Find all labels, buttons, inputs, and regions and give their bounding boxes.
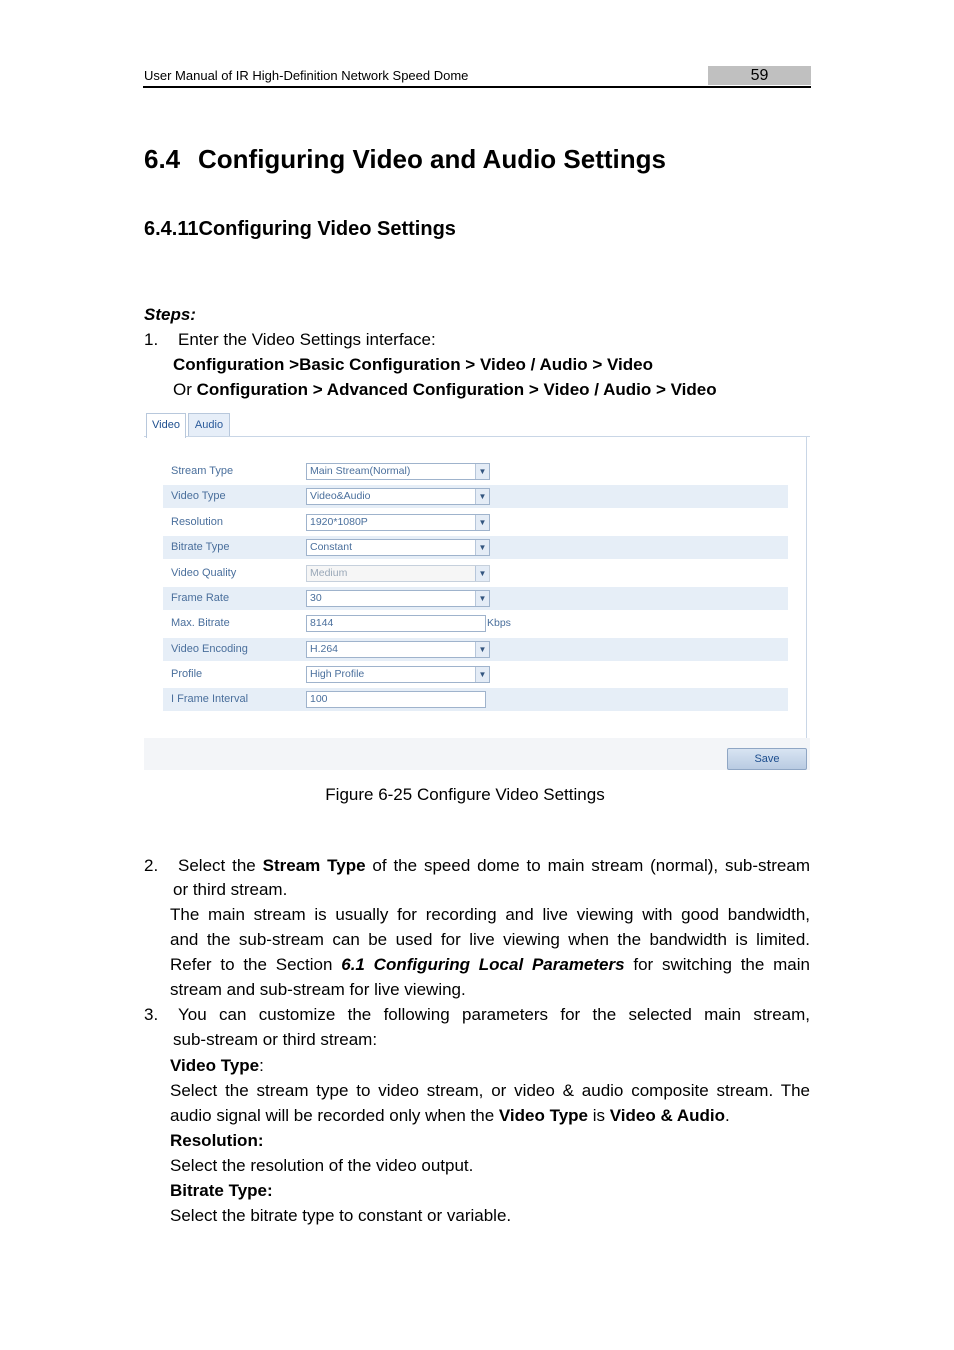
settings-panel <box>144 436 807 739</box>
row-max-bitrate <box>163 612 788 635</box>
label-max-bitrate: Max. Bitrate <box>171 617 230 629</box>
row-video-type <box>163 485 788 508</box>
chevron-down-icon: ▼ <box>475 642 489 657</box>
step2-para-3 <box>170 952 810 977</box>
step1-path-advanced: Configuration > Advanced Configuration > Video / Audio > Video <box>196 380 717 399</box>
step2-para-2: and the sub-stream can be used for live viewing when the bandwidth is limited. <box>170 930 810 949</box>
label-video-quality: Video Quality <box>171 567 237 579</box>
resolution-heading: Resolution: <box>170 1131 264 1150</box>
row-stream-type <box>163 460 788 483</box>
max-bitrate-unit: Kbps <box>487 617 511 629</box>
max-bitrate-input[interactable]: 8144 <box>306 615 486 632</box>
video-quality-value: Medium <box>310 567 348 579</box>
video-type-label: Video Type <box>170 1056 260 1075</box>
step2-line1 <box>178 853 810 878</box>
vt2-is: is <box>592 1106 606 1125</box>
subsection-title: Configuring Video Settings <box>198 218 456 240</box>
vt2-video-audio: Video & Audio <box>609 1106 725 1125</box>
frame-rate-select[interactable] <box>306 590 490 607</box>
step2-text-c: of the speed dome to main stream (normal), sub-stream <box>372 856 810 875</box>
label-resolution: Resolution <box>171 516 223 528</box>
tab-video[interactable]: Video <box>146 413 186 438</box>
chevron-down-icon: ▼ <box>475 540 489 555</box>
video-type-select[interactable] <box>306 488 490 505</box>
step1-or: Or <box>173 380 192 399</box>
video-type-colon: : <box>259 1056 264 1075</box>
row-video-encoding <box>163 638 788 661</box>
step2-para-4: stream and sub-stream for live viewing. <box>170 980 466 999</box>
video-encoding-select[interactable] <box>306 641 490 658</box>
step1-text: Enter the Video Settings interface: <box>178 330 436 349</box>
row-i-frame-interval <box>163 688 788 711</box>
step1-number: 1. <box>144 330 159 349</box>
step1-path-basic: Configuration >Basic Configuration > Video / Audio > Video <box>173 355 653 374</box>
vt2-period: . <box>725 1106 730 1125</box>
step2-text-a: Select the <box>178 856 256 875</box>
frame-rate-value: 30 <box>310 592 322 604</box>
running-header: User Manual of IR High-Definition Network Speed Dome <box>144 68 469 83</box>
video-encoding-value: H.264 <box>310 643 339 655</box>
bitrate-type-select[interactable] <box>306 539 490 556</box>
chevron-down-icon: ▼ <box>475 591 489 606</box>
bitrate-type-value: Constant <box>310 541 353 553</box>
step2-section-link: 6.1 Configuring Local Parameters <box>341 955 625 974</box>
row-resolution <box>163 511 788 534</box>
label-profile: Profile <box>171 668 203 680</box>
bitrate-type-desc: Select the bitrate type to constant or variable. <box>170 1206 512 1225</box>
resolution-desc: Select the resolution of the video output. <box>170 1156 474 1175</box>
step2-line2: or third stream. <box>173 880 288 899</box>
section-heading <box>144 144 666 175</box>
tab-bar <box>144 410 810 437</box>
header-rule <box>143 86 811 88</box>
subsection-heading <box>144 218 456 241</box>
stream-type-value: Main Stream(Normal) <box>310 465 411 477</box>
row-bitrate-type <box>163 536 788 559</box>
step3-line2: sub-stream or third stream: <box>173 1030 378 1049</box>
chevron-down-icon: ▼ <box>475 489 489 504</box>
step2-refer: Refer to the Section <box>170 955 333 974</box>
step2-switching: for switching the main <box>633 955 810 974</box>
label-video-type: Video Type <box>171 490 226 502</box>
video-type-value: Video&Audio <box>310 490 371 502</box>
resolution-value: 1920*1080P <box>310 516 368 528</box>
row-profile <box>163 663 788 686</box>
row-video-quality <box>163 562 788 585</box>
label-frame-rate: Frame Rate <box>171 592 230 604</box>
profile-value: High Profile <box>310 668 365 680</box>
step2-stream-type: Stream Type <box>262 856 366 875</box>
label-bitrate-type: Bitrate Type <box>171 541 230 553</box>
chevron-down-icon: ▼ <box>475 566 489 581</box>
figure-caption: Figure 6-25 Configure Video Settings <box>325 785 605 804</box>
chevron-down-icon: ▼ <box>475 667 489 682</box>
video-type-desc-2 <box>170 1103 730 1128</box>
step3-line1: You can customize the following parameters for the selected main stream, <box>178 1005 810 1024</box>
chevron-down-icon: ▼ <box>475 515 489 530</box>
steps-label: Steps: <box>144 305 196 324</box>
profile-select[interactable] <box>306 666 490 683</box>
vt2-video-type: Video Type <box>498 1106 589 1125</box>
row-frame-rate <box>163 587 788 610</box>
bitrate-type-heading: Bitrate Type: <box>170 1181 273 1200</box>
step1-path-advanced-line <box>173 377 717 402</box>
video-type-heading <box>170 1053 264 1078</box>
step2-number: 2. <box>144 856 159 875</box>
label-stream-type: Stream Type <box>171 465 234 477</box>
video-settings-screenshot <box>144 410 810 770</box>
vt2-a: audio signal will be recorded only when the <box>170 1106 495 1125</box>
page-number: 59 <box>750 67 769 84</box>
section-number: 6.4 <box>144 144 181 174</box>
step2-para-1: The main stream is usually for recording and live viewing with good bandwidth, <box>170 905 810 924</box>
resolution-select[interactable] <box>306 514 490 531</box>
step3-number: 3. <box>144 1005 159 1024</box>
chevron-down-icon: ▼ <box>475 464 489 479</box>
video-type-desc-1: Select the stream type to video stream, or video & audio composite stream. The <box>170 1081 810 1100</box>
tab-audio[interactable]: Audio <box>188 413 230 436</box>
label-video-encoding: Video Encoding <box>171 643 248 655</box>
stream-type-select[interactable] <box>306 463 490 480</box>
save-button[interactable]: Save <box>727 748 807 770</box>
section-title: Configuring Video and Audio Settings <box>198 144 666 174</box>
subsection-number: 6.4.11 <box>144 218 199 240</box>
i-frame-interval-input[interactable]: 100 <box>306 691 486 708</box>
label-i-frame-interval: I Frame Interval <box>171 693 249 705</box>
footer-bar <box>144 738 810 770</box>
video-quality-select <box>306 565 490 582</box>
